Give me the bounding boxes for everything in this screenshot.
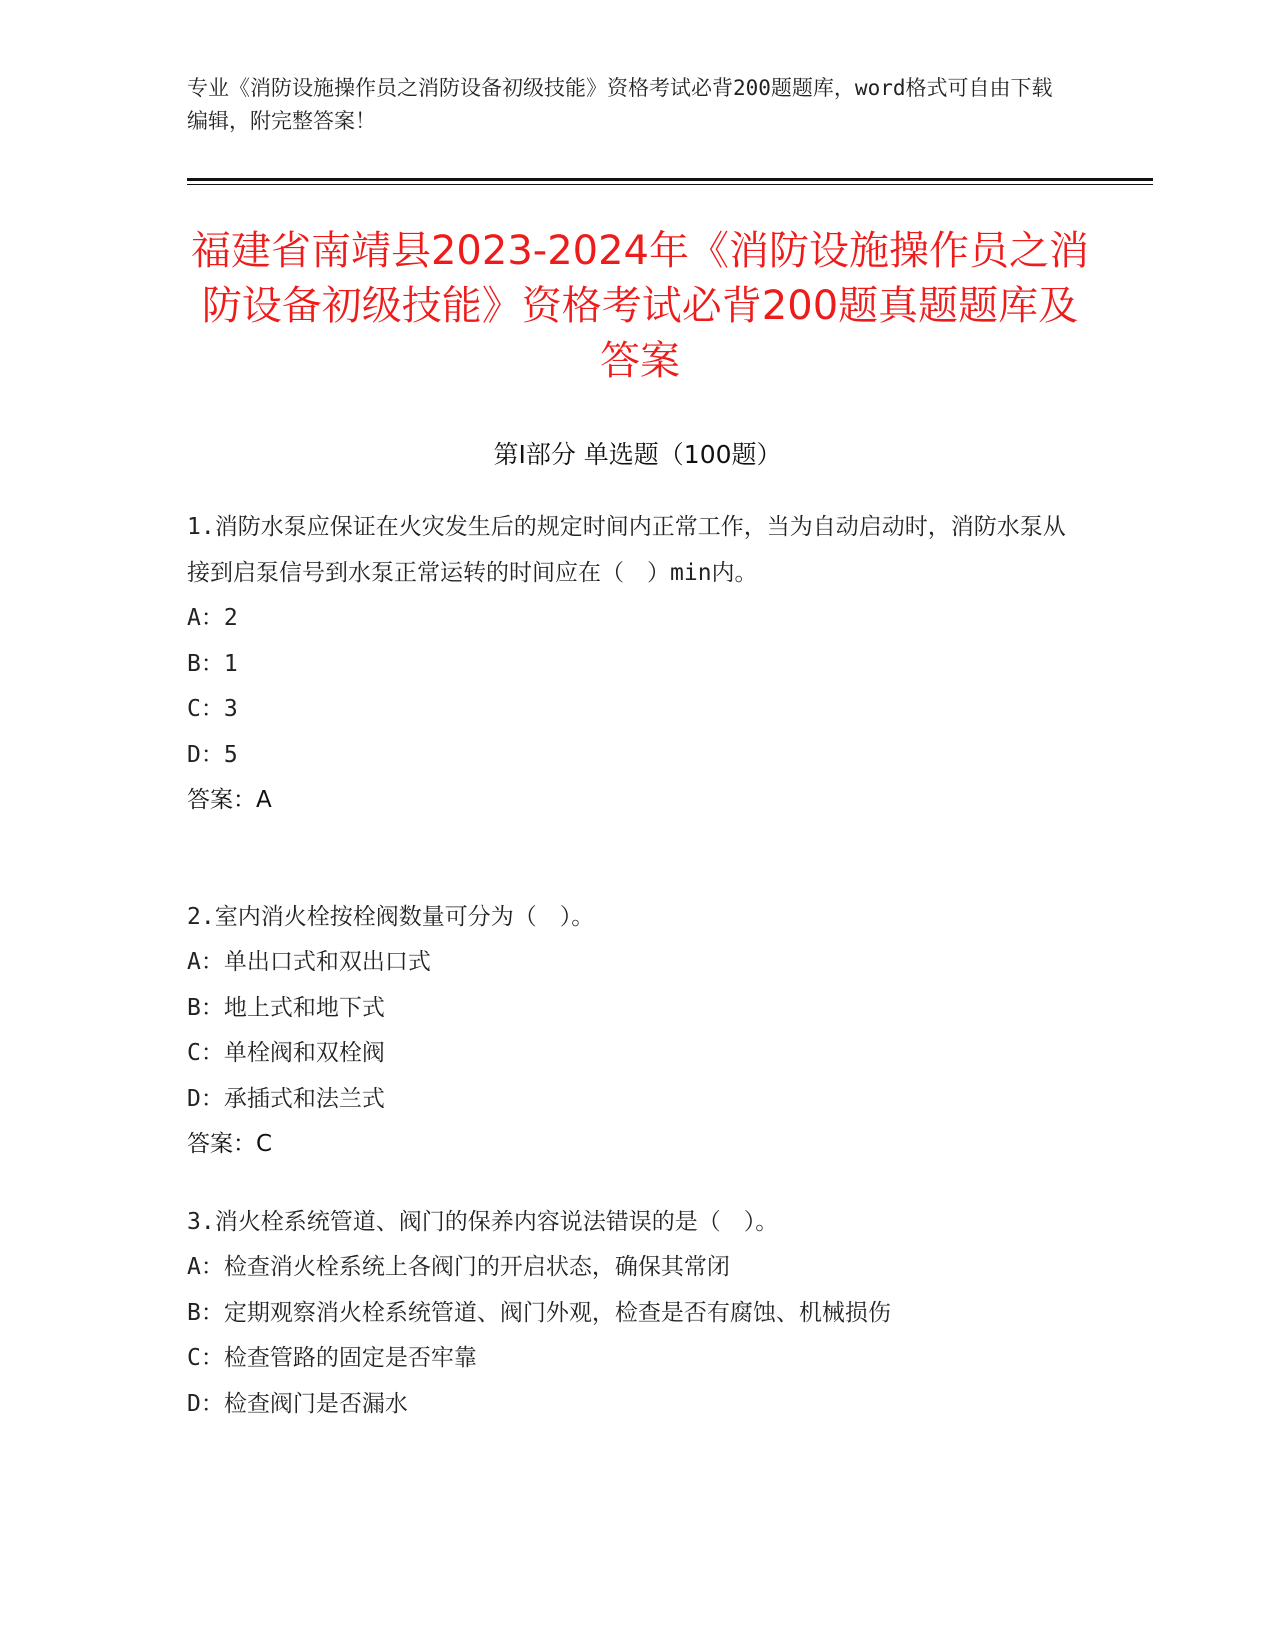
question-stem: 3.消火栓系统管道、阀门的保养内容说法错误的是（ ）。 <box>187 1209 779 1235</box>
option-d: D：5 <box>187 741 238 768</box>
option-b: B：地上式和地下式 <box>187 994 385 1021</box>
option-a: A：单出口式和双出口式 <box>187 949 431 975</box>
option-c: C：检查管路的固定是否牢靠 <box>187 1345 477 1371</box>
option-d: D：检查阀门是否漏水 <box>187 1390 408 1417</box>
answer: 答案：C <box>187 1131 273 1157</box>
header-note: 专业《消防设施操作员之消防设备初级技能》资格考试必背200题题库，word格式可自由下载编辑，附完整答案！ <box>187 76 1053 133</box>
header-rule-thin <box>187 184 1153 185</box>
question-stem: 2.室内消火栓按栓阀数量可分为（ ）。 <box>187 904 595 930</box>
document-title: 福建省南靖县2023-2024年《消防设施操作员之消防设备初级技能》资格考试必背200题真题题库及答案 <box>190 228 1090 384</box>
header-rule <box>187 178 1153 181</box>
option-b: B：1 <box>187 650 238 677</box>
question-stem: 1.消防水泵应保证在火灾发生后的规定时间内正常工作，当为自动启动时，消防水泵从接到启泵信号到水泵正常运转的时间应在（ ）min内。 <box>187 514 1066 586</box>
option-a: A：检查消火栓系统上各阀门的开启状态，确保其常闭 <box>187 1254 730 1280</box>
question-3 <box>187 1199 1087 1427</box>
option-c: C：单栓阀和双栓阀 <box>187 1040 385 1066</box>
question-1 <box>187 504 1087 824</box>
option-c: C：3 <box>187 696 238 722</box>
section-title: 第I部分 单选题（100题） <box>493 440 782 469</box>
option-d: D：承插式和法兰式 <box>187 1085 385 1112</box>
option-b: B：定期观察消火栓系统管道、阀门外观，检查是否有腐蚀、机械损伤 <box>187 1299 891 1326</box>
answer: 答案：A <box>187 787 272 813</box>
option-a: A：2 <box>187 605 238 631</box>
question-2 <box>187 894 1087 1168</box>
